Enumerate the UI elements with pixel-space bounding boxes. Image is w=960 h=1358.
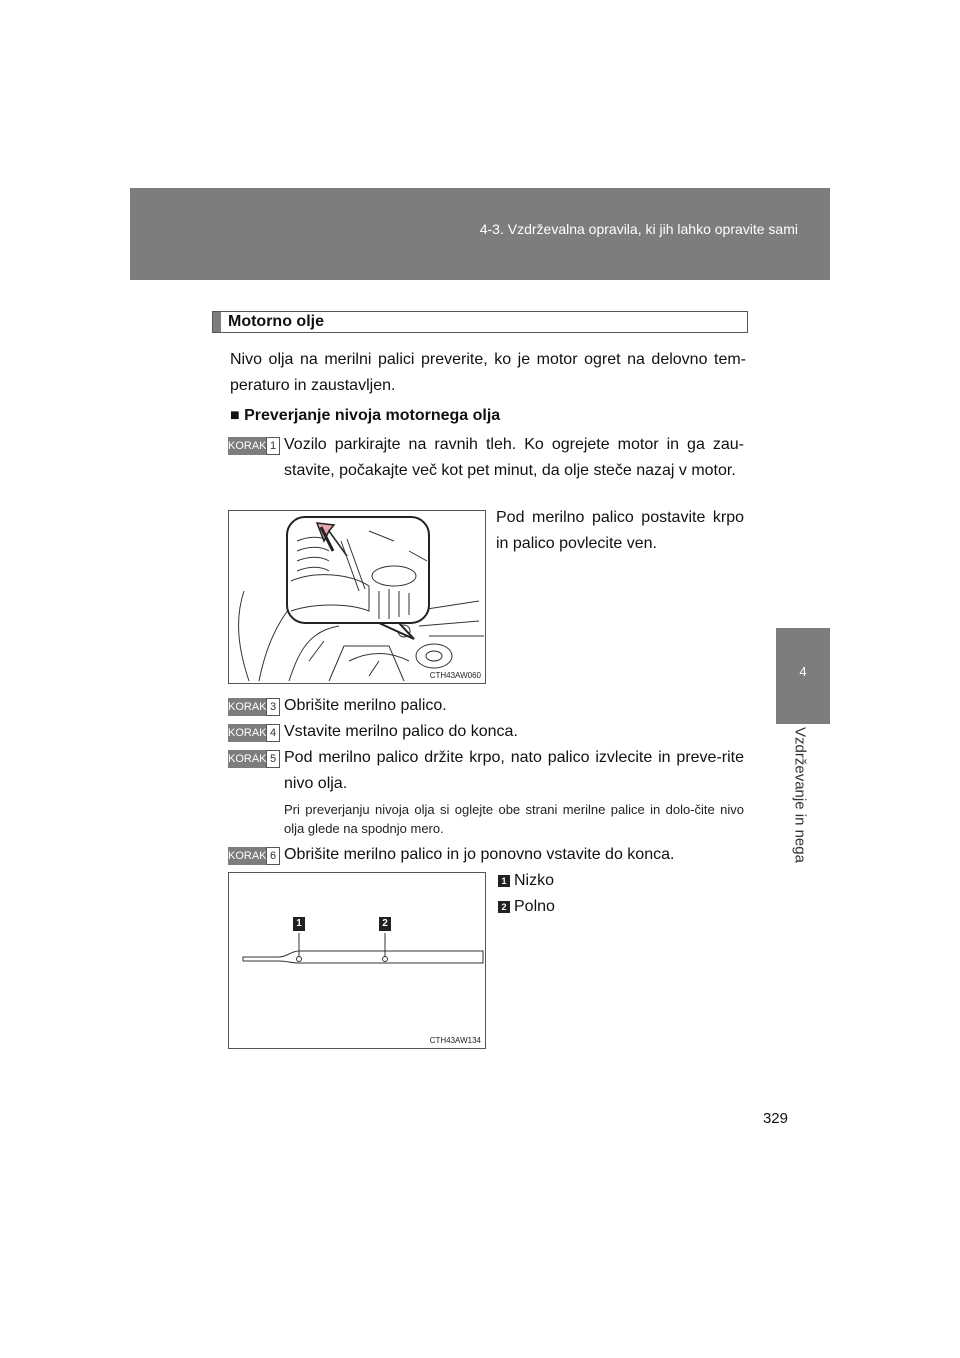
legend-item-full xyxy=(498,898,555,916)
intro-paragraph: Nivo olja na merilni palici preverite, ko je motor ogret na delovno tem-peraturo in zaustavljen. xyxy=(230,351,746,394)
number-1-icon: 1 xyxy=(498,875,510,887)
chapter-tab-number: 4 xyxy=(799,664,807,679)
section-title-box xyxy=(212,311,748,333)
step-number: 5 xyxy=(266,750,280,768)
chapter-tab xyxy=(776,628,830,724)
chapter-header xyxy=(130,188,830,280)
step-badge-4 xyxy=(228,724,280,742)
step-5-text: Pod merilno palico držite krpo, nato palico izvlecite in preve-rite nivo olja. xyxy=(284,749,744,792)
sub-heading: ■ Preverjanje nivoja motornega olja xyxy=(230,407,501,424)
engine-drawing xyxy=(229,511,486,684)
step-badge-1 xyxy=(228,437,280,455)
legend-label: Nizko xyxy=(514,872,555,889)
step-3-text: Obrišite merilno palico. xyxy=(284,697,447,714)
page-number: 329 xyxy=(762,1110,788,1127)
step-5-note: Pri preverjanju nivoja olja si oglejte obe strani merilne palice in dolo-čite nivo olja glede na spodnjo mero. xyxy=(284,802,744,836)
step-prefix: KORAK xyxy=(228,847,266,865)
step-badge-6 xyxy=(228,847,280,865)
step-number: 4 xyxy=(266,724,280,742)
chapter-side-label-text: Vzdrževanje in nega xyxy=(791,726,809,863)
dipstick-illustration xyxy=(228,872,486,1049)
step-prefix: KORAK xyxy=(228,724,266,742)
step-badge-3 xyxy=(228,698,280,716)
step-number: 3 xyxy=(266,698,280,716)
section-title: Motorno olje xyxy=(228,313,324,330)
number-2-icon: 2 xyxy=(498,901,510,913)
step-4-text: Vstavite merilno palico do konca. xyxy=(284,723,518,740)
step-number: 1 xyxy=(266,437,280,455)
step-6-text: Obrišite merilno palico in jo ponovno vstavite do konca. xyxy=(284,846,675,863)
step-badge-5 xyxy=(228,750,280,768)
legend-item-low xyxy=(498,872,554,890)
figure-code: CTH43AW060 xyxy=(429,671,481,680)
legend-label: Polno xyxy=(514,898,555,915)
full-mark-label: 2 xyxy=(379,917,391,931)
step-1-text: Vozilo parkirajte na ravnih tleh. Ko ogrejete motor in ga zau-stavite, počakajte več kot pet minut, da olje steče nazaj v motor. xyxy=(284,436,744,479)
engine-illustration xyxy=(228,510,486,684)
step-prefix: KORAK xyxy=(228,698,266,716)
chapter-side-label xyxy=(780,722,820,867)
low-mark-label: 1 xyxy=(293,917,305,931)
section-title-marker xyxy=(213,312,221,332)
step-number: 6 xyxy=(266,847,280,865)
chapter-title: 4-3. Vzdrževalna opravila, ki jih lahko opravite sami xyxy=(479,221,798,237)
step-prefix: KORAK xyxy=(228,750,266,768)
step-prefix: KORAK xyxy=(228,437,266,455)
dipstick-drawing xyxy=(229,873,486,1049)
figure-code: CTH43AW134 xyxy=(429,1036,481,1045)
step-2-text: Pod merilno palico postavite krpo in palico povlecite ven. xyxy=(496,509,744,552)
